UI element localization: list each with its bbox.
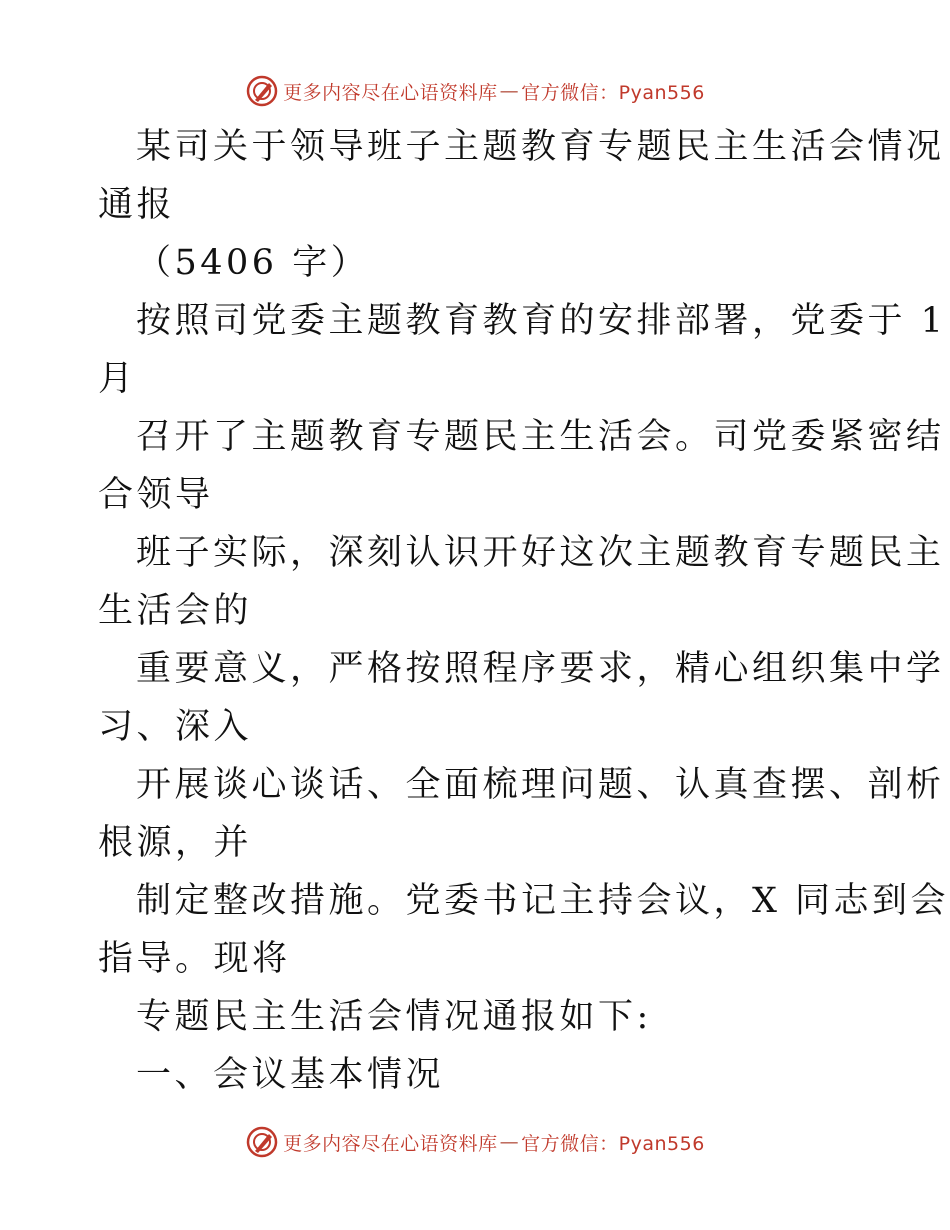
section-heading: 一、会议基本情况	[136, 1055, 445, 1095]
watermark-account-text: 官方微信：Pyan556	[521, 81, 705, 104]
header-watermark	[0, 74, 950, 108]
text-line: 专题民主生活会情况通报如下:	[136, 997, 652, 1037]
footer-watermark	[0, 1125, 950, 1159]
text-line: （5406 字）	[136, 243, 370, 283]
watermark-main-text: 更多内容尽在心语资料库	[283, 1132, 498, 1155]
text-line: 指导。现将	[98, 939, 291, 979]
text-line: 按照司党委主题教育教育的安排部署，党委于 1	[136, 301, 947, 341]
text-line: 召开了主题教育专题民主生活会。司党委紧密结	[136, 417, 945, 457]
watermark-main-text: 更多内容尽在心语资料库	[283, 81, 498, 104]
text-line: 通报	[98, 185, 176, 225]
text-line: 班子实际，深刻认识开好这次主题教育专题民主	[136, 533, 945, 573]
pen-logo-icon	[245, 74, 279, 108]
pen-logo-icon	[245, 1125, 279, 1159]
text-line: 生活会的	[98, 591, 253, 631]
text-line: 根源，并	[98, 823, 253, 863]
text-line: 重要意义，严格按照程序要求，精心组织集中学	[136, 649, 945, 689]
watermark-separator: —	[499, 80, 520, 102]
watermark-account-text: 官方微信：Pyan556	[521, 1132, 705, 1155]
text-line: 开展谈心谈话、全面梳理问题、认真查摆、剖析	[136, 765, 945, 805]
text-line: 制定整改措施。党委书记主持会议，X 同志到会	[136, 881, 950, 921]
text-line: 合领导	[98, 475, 214, 515]
text-line: 月	[98, 359, 137, 399]
document-body	[98, 118, 950, 1104]
watermark-separator: —	[499, 1131, 520, 1153]
text-line: 习、深入	[98, 707, 253, 747]
text-line: 某司关于领导班子主题教育专题民主生活会情况	[136, 127, 945, 167]
